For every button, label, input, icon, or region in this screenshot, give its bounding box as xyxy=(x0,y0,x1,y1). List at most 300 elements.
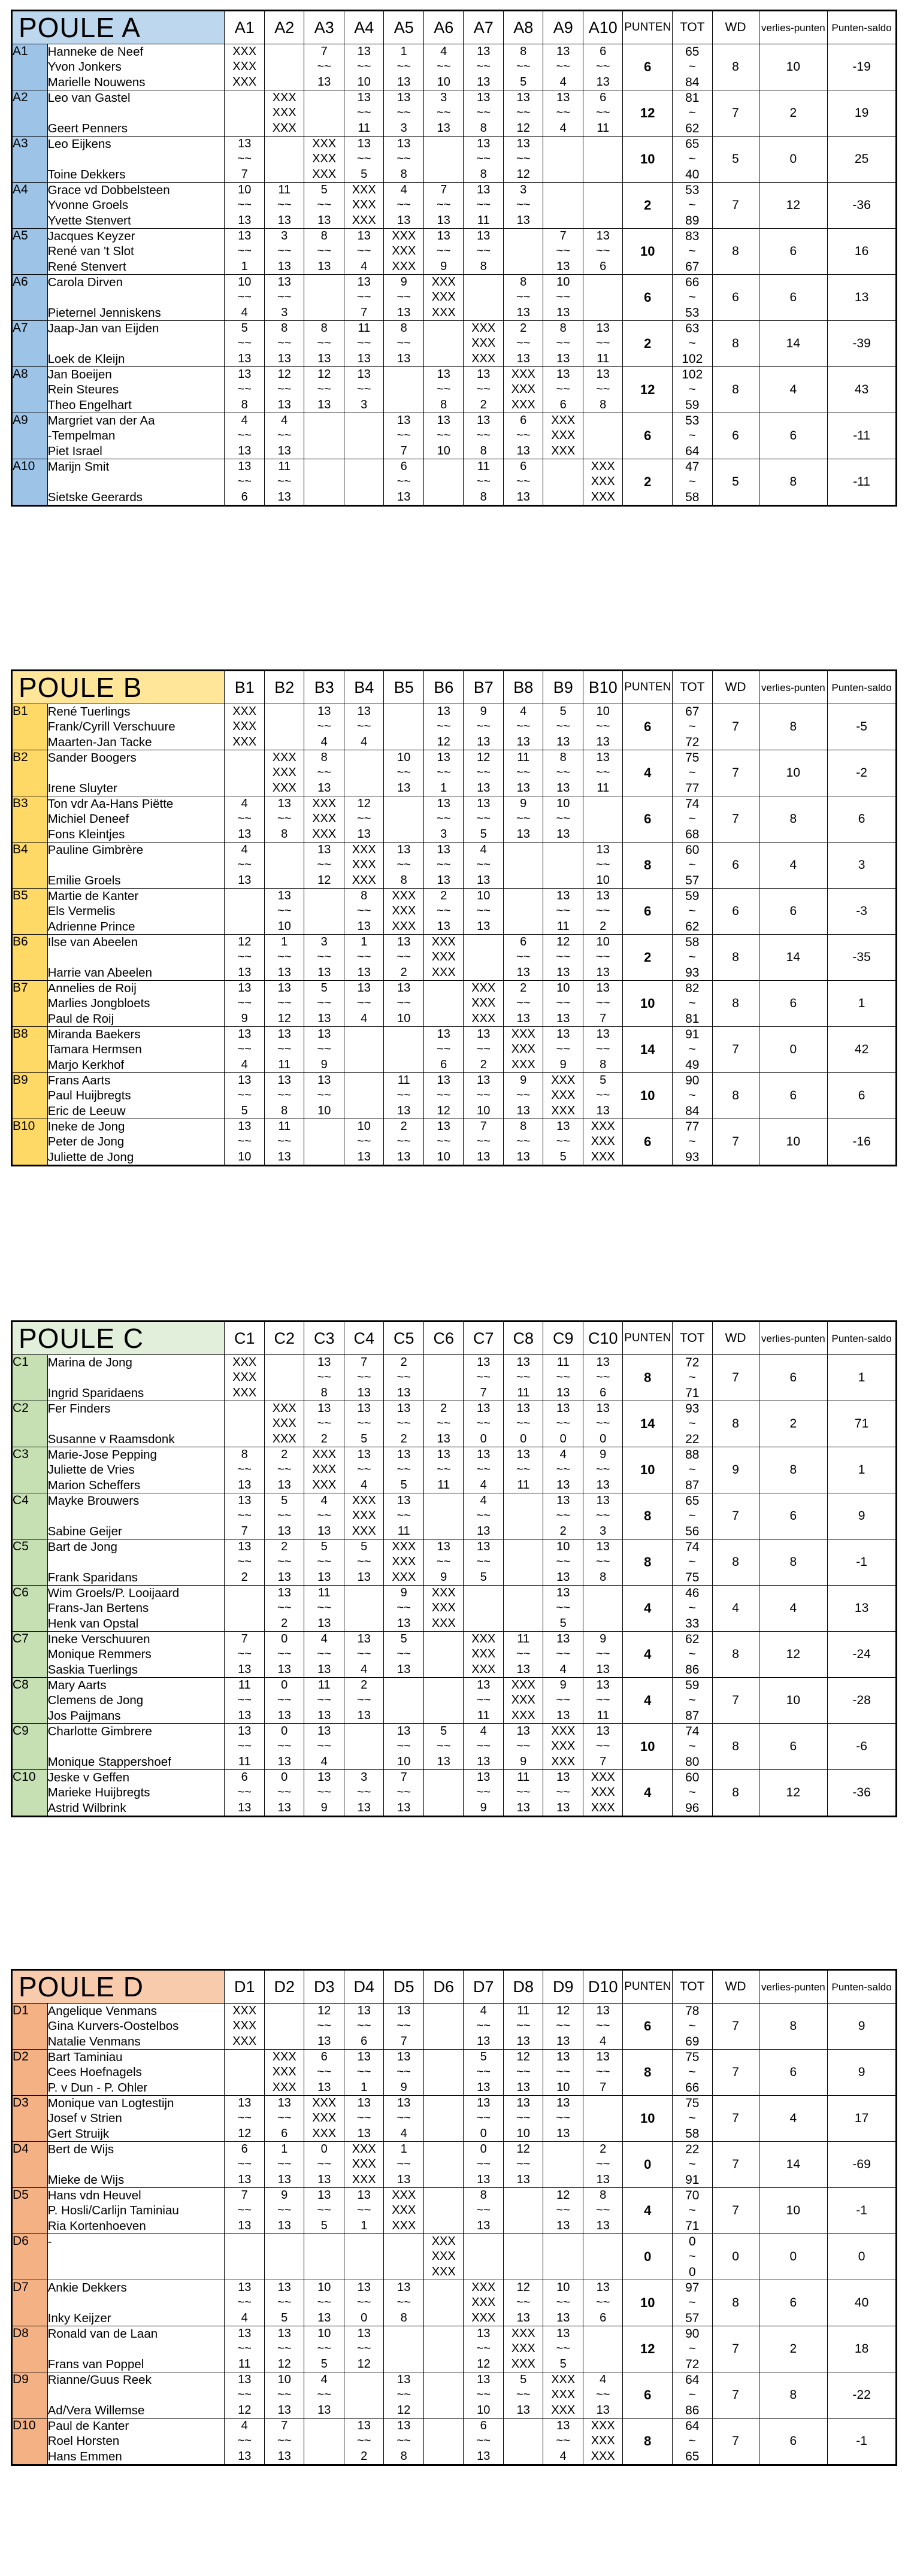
tot-value xyxy=(673,229,713,275)
score-value xyxy=(424,2126,464,2141)
score-value: 13 xyxy=(277,2449,291,2463)
score-value xyxy=(304,413,344,428)
column-header: A1 xyxy=(225,11,265,44)
poule-d-table xyxy=(11,1969,897,2466)
tot-line: ~ xyxy=(688,1417,696,1431)
saldo-value: -36 xyxy=(828,183,897,229)
score-value: XXX xyxy=(471,996,496,1010)
score-value xyxy=(265,167,304,182)
score-value xyxy=(424,2188,464,2203)
score-value: 13 xyxy=(516,1356,530,1369)
score-value: 13 xyxy=(357,1448,371,1461)
score-value: 2 xyxy=(600,2142,607,2156)
score-value: 11 xyxy=(278,460,291,473)
score-cell xyxy=(583,889,623,935)
score-value: XXX xyxy=(352,1524,376,1538)
score-cell xyxy=(543,1493,583,1539)
score-value xyxy=(344,490,384,505)
score-cell xyxy=(543,1632,583,1678)
score-value: XXX xyxy=(591,1150,615,1163)
score-cell xyxy=(264,1355,304,1401)
saldo-value: -11 xyxy=(828,413,897,459)
score-value: XXX xyxy=(312,1463,337,1477)
score-value: 7 xyxy=(241,1632,248,1645)
score-value: 12 xyxy=(357,797,371,810)
score-value: ~~ xyxy=(516,1786,531,1799)
score-value xyxy=(304,1119,344,1134)
wd-value: 5 xyxy=(712,137,759,183)
score-value: 1 xyxy=(400,2142,407,2156)
punten-value: 8 xyxy=(623,842,673,889)
wd-value: 8 xyxy=(712,981,759,1027)
score-cell xyxy=(543,90,583,137)
score-value: ~~ xyxy=(556,1135,570,1148)
punten-value: 10 xyxy=(623,981,673,1027)
score-value: ~~ xyxy=(357,383,371,396)
score-value: XXX xyxy=(431,965,456,979)
score-value: 2 xyxy=(400,1120,407,1133)
score-cell xyxy=(225,1401,265,1447)
score-value xyxy=(344,1739,384,1754)
score-value: 9 xyxy=(320,1057,328,1071)
score-value xyxy=(543,459,583,474)
score-value xyxy=(265,2265,304,2280)
score-cell xyxy=(264,2096,304,2142)
score-value: 12 xyxy=(477,2357,491,2371)
column-header: A5 xyxy=(384,11,424,44)
tot-line: 102 xyxy=(682,368,703,381)
score-value: 6 xyxy=(520,935,527,948)
score-value: 13 xyxy=(317,965,331,979)
tot-line: ~ xyxy=(688,152,696,166)
score-cell xyxy=(543,2004,583,2050)
score-cell xyxy=(344,1632,384,1678)
score-value: 8 xyxy=(480,259,487,273)
score-value: 9 xyxy=(600,1448,607,1461)
score-value: 11 xyxy=(397,1524,410,1538)
score-value: 13 xyxy=(317,259,331,273)
score-value xyxy=(583,2265,623,2280)
score-value: 13 xyxy=(238,213,252,227)
score-value: 3 xyxy=(600,1524,607,1538)
score-cell xyxy=(583,1586,623,1632)
score-value: ~~ xyxy=(437,1417,451,1431)
tot-line: 72 xyxy=(685,735,700,749)
score-cell xyxy=(344,137,384,183)
score-value: 13 xyxy=(516,2096,530,2110)
tot-line: ~ xyxy=(688,1089,696,1103)
score-value: ~~ xyxy=(317,1042,331,1056)
score-value xyxy=(304,290,344,305)
saldo-value: -36 xyxy=(828,1770,897,1817)
tot-line: 64 xyxy=(685,2373,700,2387)
score-value: 13 xyxy=(397,981,411,995)
score-value: 13 xyxy=(516,137,530,150)
punten-value: 10 xyxy=(623,1724,673,1770)
score-value: XXX xyxy=(352,213,376,227)
table-row xyxy=(12,1355,897,1401)
tot-header: TOT xyxy=(673,671,713,704)
score-value: ~~ xyxy=(556,383,570,396)
verlies-value: 6 xyxy=(759,1724,828,1770)
saldo-value: -1 xyxy=(828,2188,897,2234)
score-cell xyxy=(225,1632,265,1678)
player-name: Rianne/Guus Reek xyxy=(47,2373,152,2387)
wd-value: 8 xyxy=(712,1073,759,1119)
score-cell xyxy=(384,2234,424,2280)
score-value: 0 xyxy=(480,1432,487,1445)
column-header: A9 xyxy=(543,11,583,44)
score-value: 2 xyxy=(440,889,447,902)
verlies-header: verlies-punten xyxy=(759,1322,828,1355)
score-value: 13 xyxy=(238,981,252,995)
score-value: 13 xyxy=(556,2311,570,2325)
score-cell xyxy=(464,183,504,229)
verlies-value: 10 xyxy=(759,44,828,90)
score-cell xyxy=(543,981,583,1027)
score-cell xyxy=(225,796,265,842)
score-value: 13 xyxy=(596,2050,610,2063)
score-value: 13 xyxy=(397,2172,411,2186)
team-names xyxy=(47,44,225,90)
wd-value: 8 xyxy=(712,1770,759,1817)
score-value: 13 xyxy=(277,2403,291,2417)
score-value xyxy=(424,1662,464,1677)
score-value: 13 xyxy=(277,1150,291,1163)
score-cell xyxy=(384,1447,424,1493)
score-value xyxy=(504,1586,543,1601)
player-name: P. Hosli/Carlijn Taminiau xyxy=(47,2204,179,2218)
score-cell xyxy=(503,796,543,842)
score-value: ~~ xyxy=(437,812,451,826)
score-cell xyxy=(543,367,583,413)
score-value: XXX xyxy=(431,1616,456,1630)
tot-line: 80 xyxy=(685,1754,700,1769)
tot-line: 60 xyxy=(685,843,700,857)
team-code: D3 xyxy=(12,2096,48,2142)
score-cell xyxy=(225,2188,265,2234)
score-value: ~~ xyxy=(277,1786,292,1799)
score-value: 10 xyxy=(397,751,411,764)
score-value: 13 xyxy=(238,2172,252,2186)
punten-header: PUNTEN xyxy=(623,11,673,44)
wd-value: 8 xyxy=(712,44,759,90)
saldo-value: 13 xyxy=(828,1586,897,1632)
score-value: 8 xyxy=(559,751,567,764)
tot-value xyxy=(673,1401,713,1447)
score-value: ~~ xyxy=(397,2434,411,2448)
score-value: XXX xyxy=(272,91,296,104)
score-cell xyxy=(225,459,265,506)
score-cell xyxy=(464,90,504,137)
score-cell xyxy=(384,183,424,229)
player-name: Monique Stappershoef xyxy=(47,1754,171,1769)
player-name: Yvon Jonkers xyxy=(47,60,122,74)
team-code: A3 xyxy=(12,137,48,183)
saldo-value: 1 xyxy=(828,1447,897,1493)
score-value: 2 xyxy=(361,2449,368,2463)
punten-value: 10 xyxy=(623,2280,673,2326)
score-cell xyxy=(543,796,583,842)
score-value: 4 xyxy=(241,414,248,427)
score-value xyxy=(424,1386,464,1401)
score-cell xyxy=(264,1493,304,1539)
score-value: 13 xyxy=(397,2004,411,2017)
score-value: 13 xyxy=(556,91,570,104)
score-value xyxy=(344,1616,384,1631)
punten-value: 0 xyxy=(623,2142,673,2188)
player-name: Ingrid Sparidaens xyxy=(47,1386,144,1400)
score-value: 13 xyxy=(556,781,570,795)
score-value xyxy=(384,811,423,826)
score-value: ~~ xyxy=(476,429,491,443)
column-header: C9 xyxy=(543,1322,583,1355)
score-value: 5 xyxy=(320,2219,328,2232)
team-names xyxy=(47,1632,225,1678)
score-cell xyxy=(384,1073,424,1119)
score-value: 9 xyxy=(440,1570,447,1584)
score-value xyxy=(464,275,503,290)
score-value xyxy=(384,1693,423,1708)
score-value: 13 xyxy=(277,1586,291,1599)
score-value: 13 xyxy=(596,1662,610,1676)
score-value: 13 xyxy=(357,91,371,104)
player-name: Jos Paijmans xyxy=(47,1708,121,1723)
score-cell xyxy=(264,459,304,506)
score-cell xyxy=(423,2050,464,2096)
score-value: ~~ xyxy=(317,1555,331,1569)
score-value: XXX xyxy=(232,705,257,718)
score-cell xyxy=(503,459,543,506)
score-value: 13 xyxy=(238,1801,252,1814)
column-header: D10 xyxy=(583,1970,623,2004)
score-value: 13 xyxy=(397,1616,411,1630)
score-value: 11 xyxy=(597,351,610,365)
score-value xyxy=(504,857,543,872)
score-value xyxy=(304,90,344,105)
score-cell xyxy=(543,1355,583,1401)
score-value: ~~ xyxy=(596,766,610,780)
score-value: 10 xyxy=(556,275,570,289)
score-value: ~~ xyxy=(476,858,491,872)
score-value: 13 xyxy=(317,398,331,411)
verlies-value: 8 xyxy=(759,704,828,750)
score-value: 3 xyxy=(400,121,407,135)
score-cell xyxy=(583,137,623,183)
score-value xyxy=(265,2234,304,2249)
score-value: ~~ xyxy=(237,1463,252,1477)
tot-line: 87 xyxy=(685,1708,700,1723)
saldo-value: 3 xyxy=(828,842,897,889)
score-value: ~~ xyxy=(437,60,451,74)
score-value xyxy=(424,2280,464,2295)
score-cell xyxy=(583,704,623,750)
wd-header: WD xyxy=(712,671,759,704)
score-value: ~~ xyxy=(437,858,451,872)
score-value: XXX xyxy=(272,1432,296,1445)
player-name: Angelique Venmans xyxy=(47,2004,157,2018)
score-cell xyxy=(344,367,384,413)
score-value: XXX xyxy=(312,2111,337,2125)
tot-value xyxy=(673,2142,713,2188)
saldo-value: -2 xyxy=(828,750,897,796)
score-value: 13 xyxy=(477,1356,491,1369)
score-value: 12 xyxy=(437,735,450,748)
score-value: ~~ xyxy=(277,475,292,489)
score-value: ~~ xyxy=(596,1089,610,1102)
score-value: 13 xyxy=(317,75,331,89)
tot-line: ~ xyxy=(688,2019,696,2033)
score-value: 13 xyxy=(516,1662,530,1676)
score-value: ~~ xyxy=(476,2111,491,2125)
score-value xyxy=(543,183,583,198)
table-row xyxy=(12,750,897,796)
score-value xyxy=(583,827,623,842)
score-value xyxy=(424,1355,464,1370)
score-value: 12 xyxy=(317,873,331,887)
column-header: C8 xyxy=(503,1322,543,1355)
score-cell xyxy=(384,1493,424,1539)
score-value: 12 xyxy=(238,2126,252,2140)
column-header: B5 xyxy=(384,671,424,704)
score-value: 13 xyxy=(277,1801,291,1814)
column-header: D9 xyxy=(543,1970,583,2004)
score-value: 13 xyxy=(596,1356,610,1369)
score-value xyxy=(424,2433,464,2448)
score-cell xyxy=(423,2372,464,2419)
score-value: XXX xyxy=(352,873,376,887)
score-cell xyxy=(543,1401,583,1447)
verlies-value: 0 xyxy=(759,1027,828,1073)
score-value xyxy=(344,413,384,428)
team-names xyxy=(47,2280,225,2326)
score-value: ~~ xyxy=(317,996,331,1010)
score-value: 5 xyxy=(361,167,368,181)
score-value: ~~ xyxy=(317,2296,331,2310)
score-value: 13 xyxy=(317,1662,331,1676)
score-value: XXX xyxy=(312,827,337,841)
score-cell xyxy=(423,459,464,506)
score-value: 8 xyxy=(320,229,328,243)
score-value: 13 xyxy=(397,305,411,319)
score-value: 7 xyxy=(600,1754,607,1768)
score-value: 11 xyxy=(477,1708,490,1722)
score-value: 9 xyxy=(241,1011,248,1025)
score-value: 10 xyxy=(477,2403,491,2417)
score-cell xyxy=(344,1401,384,1447)
score-value: ~~ xyxy=(476,1463,491,1477)
score-value: ~~ xyxy=(516,290,531,304)
score-value: XXX xyxy=(511,1678,535,1692)
team-names xyxy=(47,704,225,750)
player-name: Saskia Tuerlings xyxy=(47,1662,138,1677)
table-row xyxy=(12,1539,897,1586)
score-value: 13 xyxy=(516,490,530,504)
table-row xyxy=(12,1770,897,1817)
score-value: ~~ xyxy=(237,475,252,489)
column-header: D6 xyxy=(423,1970,464,2004)
player-name: Marie-Jose Pepping xyxy=(47,1448,157,1462)
score-value: 0 xyxy=(480,2126,487,2140)
poule-title: POULE C xyxy=(12,1322,225,1355)
score-cell xyxy=(225,2234,265,2280)
score-value: 13 xyxy=(516,1150,530,1163)
score-value: ~~ xyxy=(357,1555,371,1569)
score-value xyxy=(583,413,623,428)
score-value: XXX xyxy=(232,1356,257,1369)
score-value: XXX xyxy=(272,1417,296,1431)
score-value: 13 xyxy=(397,91,411,104)
score-value: 13 xyxy=(277,398,291,411)
player-name: Grace vd Dobbelsteen xyxy=(47,183,170,197)
score-value: 13 xyxy=(238,368,252,381)
score-value: 13 xyxy=(477,2327,491,2340)
score-value: ~~ xyxy=(317,720,331,734)
score-cell xyxy=(264,2419,304,2465)
score-value xyxy=(424,2172,464,2187)
score-value: 10 xyxy=(556,2281,570,2294)
verlies-value: 12 xyxy=(759,1770,828,1817)
wd-value: 8 xyxy=(712,2280,759,2326)
score-value xyxy=(344,1027,384,1042)
score-cell xyxy=(543,1073,583,1119)
player-name: Martie de Kanter xyxy=(47,889,139,903)
team-code: C3 xyxy=(12,1447,48,1493)
score-value: XXX xyxy=(272,781,296,795)
score-cell xyxy=(543,935,583,981)
score-value xyxy=(424,2311,464,2326)
tot-line: 0 xyxy=(688,2235,696,2248)
score-cell xyxy=(264,2142,304,2188)
table-row xyxy=(12,889,897,935)
player-name: Leo Eijkens xyxy=(47,137,111,151)
score-value: 13 xyxy=(357,1708,371,1722)
punten-value: 0 xyxy=(623,2234,673,2280)
score-value: 7 xyxy=(400,444,407,457)
score-cell xyxy=(423,2004,464,2050)
header-row xyxy=(12,11,897,44)
score-value: 13 xyxy=(596,229,610,243)
score-value: 8 xyxy=(400,2311,407,2325)
score-cell xyxy=(543,2234,583,2280)
score-value: 4 xyxy=(361,1011,368,1025)
wd-value: 8 xyxy=(712,321,759,367)
score-value: ~~ xyxy=(317,1417,331,1431)
score-value: 13 xyxy=(596,368,610,381)
tot-line: 46 xyxy=(685,1586,700,1600)
player-name: Marlies Jongbloets xyxy=(47,996,150,1011)
score-value: 13 xyxy=(516,91,530,104)
score-cell xyxy=(464,1724,504,1770)
score-cell xyxy=(583,229,623,275)
score-value: 13 xyxy=(516,2311,530,2325)
team-names xyxy=(47,1027,225,1073)
score-value: 7 xyxy=(361,1356,368,1369)
score-value: ~~ xyxy=(237,290,252,304)
tot-value xyxy=(673,367,713,413)
score-value: 13 xyxy=(357,351,371,365)
score-value: ~~ xyxy=(397,429,411,443)
score-value xyxy=(344,474,384,489)
wd-value: 8 xyxy=(712,367,759,413)
tot-line: 0 xyxy=(688,2265,696,2279)
table-row xyxy=(12,367,897,413)
score-value: ~~ xyxy=(596,2065,610,2079)
score-cell xyxy=(464,2096,504,2142)
score-cell xyxy=(583,2142,623,2188)
table-row xyxy=(12,2326,897,2372)
score-value xyxy=(583,213,623,228)
